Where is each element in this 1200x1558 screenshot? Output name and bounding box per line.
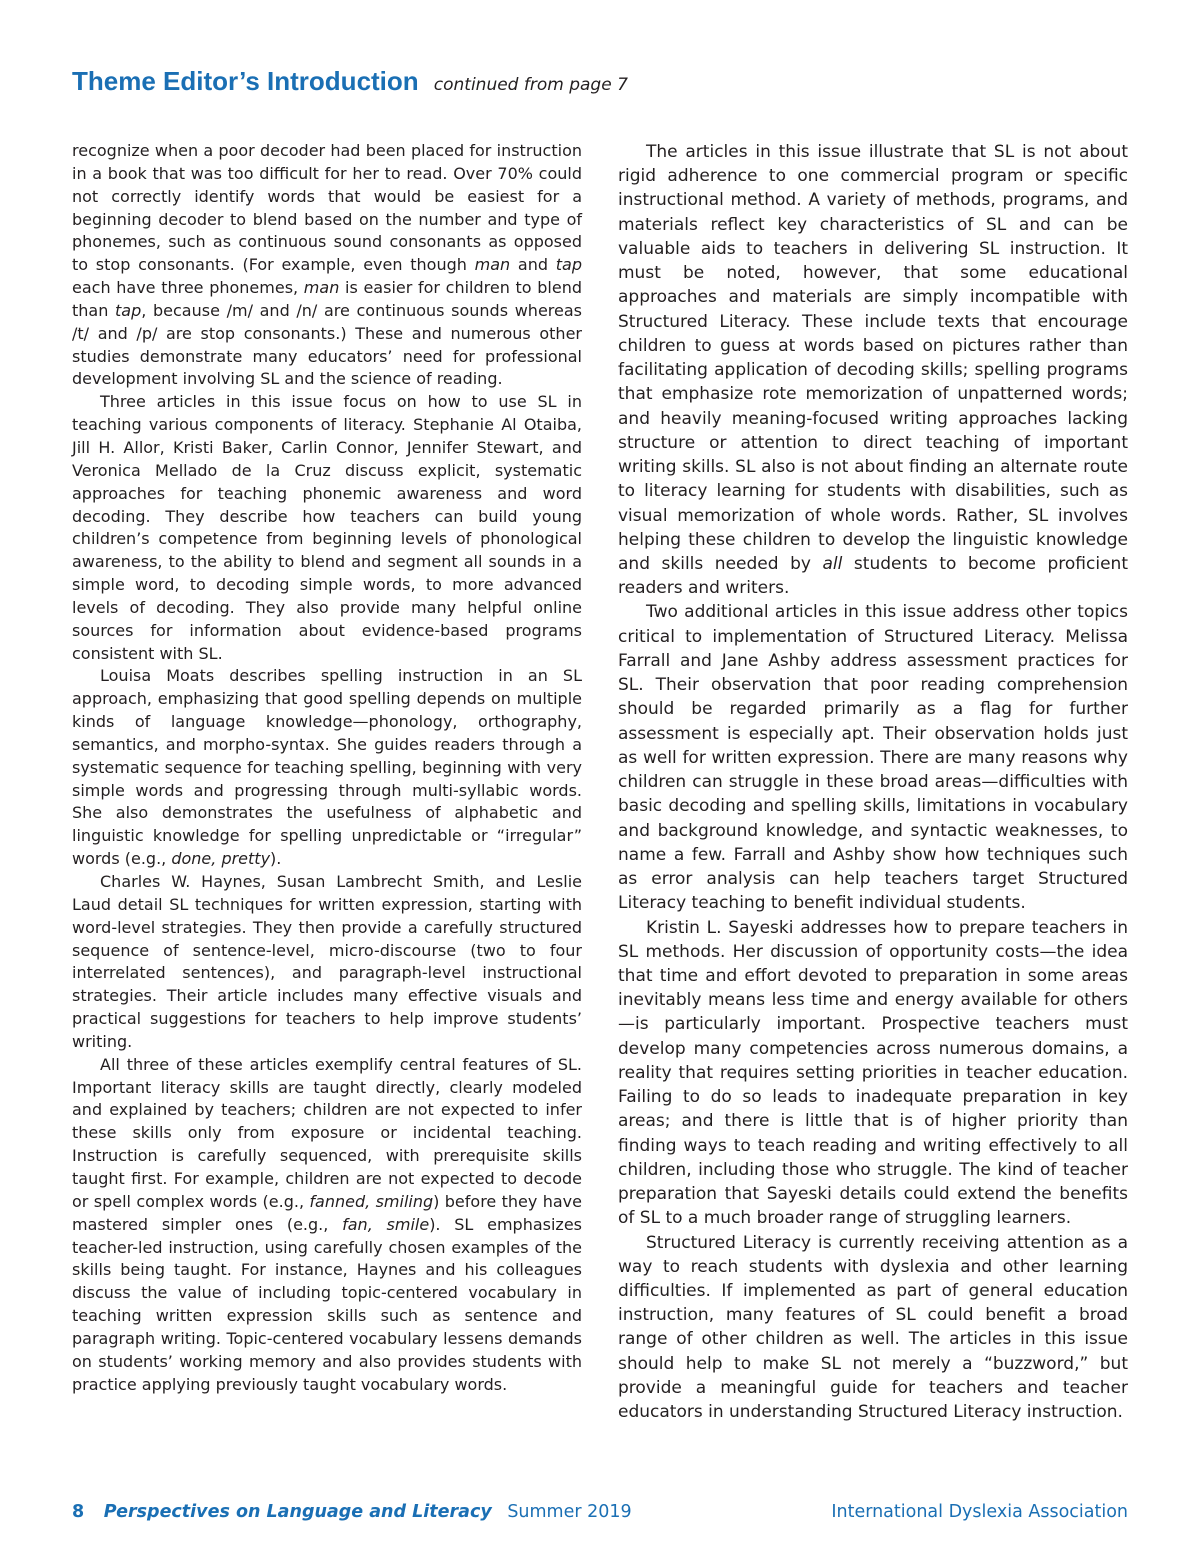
italic-text: man: [474, 255, 511, 275]
text-run: recognize when a poor decoder had been placed for instruction in a book that was too difficult for her to read. Over 70% could not correctly identify words that would be easiest for a beginning decoder to blend based on the number and type of phonemes, such as continuous sound consonants as opposed to stop consonants. (For example, even though: [72, 141, 582, 275]
text-run: ).: [270, 849, 282, 869]
text-run: All three of these articles exemplify central features of SL. Important literacy skills are taught directly, clearly modeled and explained by teachers; children are not expected to infer these skills only from exposure or incidental teaching. Instruction is carefully sequenced, with prerequisite skills taught first. For example, children are not expected to decode or spell complex words (e.g.,: [72, 1054, 582, 1211]
text-run: Structured Literacy is currently receiving attention as a way to reach students with dyslexia and other learning difficulties. If implemented as part of general education instruction, many features of SL could benefit a broad range of other children as well. The articles in this issue should help to make SL not merely a “buzzword,” but provide a meaningful guide for teachers and teacher educators in understanding Structured Literacy instruction.: [618, 1232, 1128, 1423]
paragraph: [72, 140, 582, 391]
italic-text: tap: [555, 255, 583, 275]
text-run: each have three phonemes,: [72, 278, 304, 298]
left-column: [72, 140, 582, 1396]
journal-title: Perspectives on Language and Literacy: [103, 1502, 492, 1522]
continued-note: continued from page 7: [433, 75, 628, 95]
paragraph: [72, 665, 582, 871]
organization-name: International Dyslexia Association: [831, 1502, 1128, 1522]
page-header: [72, 66, 628, 97]
paragraph: [618, 1231, 1128, 1425]
paragraph: [72, 1054, 582, 1397]
italic-text: fanned, smiling: [309, 1191, 434, 1211]
paragraph: [618, 916, 1128, 1231]
page-number: 8: [72, 1502, 85, 1522]
paragraph: [72, 871, 582, 1054]
text-run: Charles W. Haynes, Susan Lambrecht Smith, and Leslie Laud detail SL techniques for written expression, starting with word-level strategies. They then provide a carefully structured sequence of sentence-level, micro-discourse (two to four interrelated sentences), and paragraph-level instructional strategies. Their article includes many effective visuals and practical suggestions for teachers to help improve students’ writing.: [72, 872, 582, 1051]
text-run: Two additional articles in this issue address other topics critical to implementation of Structured Literacy. Melissa Farrall and Jane Ashby address assessment practices for SL. Their observation that poor reading comprehension should be regarded primarily as a flag for further assessment is especially apt. Their observation holds just as well for written expression. There are many reasons why children can struggle in these broad areas—difficulties with basic decoding and spelling skills, limitations in vocabulary and background knowledge, and syntactic weaknesses, to name a few. Farrall and Ashby show how techniques such as error analysis can help teachers target Structured Literacy teaching to benefit individual students.: [618, 602, 1128, 914]
text-run: Three articles in this issue focus on how to use SL in teaching various components of literacy. Stephanie Al Otaiba, Jill H. Allor, Kristi Baker, Carlin Connor, Jennifer Stewart, and Veronica Mellado de la Cruz discuss explicit, systematic approaches for teaching phonemic awareness and word decoding. They describe how teachers can build young children’s competence from beginning levels of phonological awareness, to the ability to blend and segment all sounds in a simple word, to decoding simple words, to more advanced levels of decoding. They also provide many helpful online sources for information about evidence-based programs consistent with SL.: [72, 392, 582, 663]
paragraph: [618, 600, 1128, 915]
section-title: Theme Editor’s Introduction: [72, 66, 419, 96]
text-run: and: [510, 255, 556, 275]
text-run: ). SL emphasizes teacher-led instruction, using carefully chosen examples of the skills being taught. For instance, Haynes and his colleagues discuss the value of including topic-centered vocabulary in teaching written expression skills such as sentence and paragraph writing. Topic-centered vocabulary lessens demands on students’ working memory and also provides students with practice applying previously taught vocabulary words.: [72, 1214, 582, 1394]
paragraph: [72, 391, 582, 665]
text-run: Louisa Moats describes spelling instruction in an SL approach, emphasizing that good spelling depends on multiple kinds of language knowledge—phonology, orthography, semantics, and morpho-syntax. She guides readers through a systematic sequence for teaching spelling, beginning with very simple words and progressing through multi-syllabic words. She also demonstrates the usefulness of alphabetic and linguistic knowledge for spelling unpredictable or “irregular” words (e.g.,: [72, 666, 582, 869]
issue-season: Summer 2019: [507, 1502, 632, 1522]
text-run: , because /m/ and /n/ are continuous sounds whereas /t/ and /p/ are stop consonants.) These and numerous other studies demonstrate many educators’ need for professional development involving SL and the science of reading.: [72, 300, 582, 389]
paragraph: [618, 140, 1128, 600]
italic-text: tap: [115, 300, 142, 320]
text-run: students to become proficient readers and writers.: [618, 553, 1128, 599]
page-footer: [72, 1502, 1128, 1522]
italic-text: fan, smile: [342, 1214, 430, 1234]
italic-text: man: [303, 278, 340, 298]
text-run: Kristin L. Sayeski addresses how to prepare teachers in SL methods. Her discussion of opportunity costs—the idea that time and effort devoted to preparation in some areas inevitably means less time and energy available for others—is particularly important. Prospective teachers must develop many competencies across numerous domains, a reality that requires setting priorities in teacher education. Failing to do so leads to inadequate preparation in key areas; and there is little that is of higher priority than finding ways to teach reading and writing effectively to all children, including those who struggle. The kind of teacher preparation that Sayeski details could extend the benefits of SL to a much broader range of struggling learners.: [618, 917, 1128, 1229]
text-run: is easier for children to blend than: [72, 278, 583, 320]
italic-text: all: [822, 553, 843, 574]
right-column: [618, 140, 1128, 1424]
text-run: The articles in this issue illustrate that SL is not about rigid adherence to one commercial program or specific instructional method. A variety of methods, programs, and materials reflect key characteristics of SL and can be valuable aids to teachers in delivering SL instruction. It must be noted, however, that some educational approaches and materials are simply incompatible with Structured Literacy. These include texts that encourage children to guess at words based on pictures rather than facilitating application of decoding skills; spelling programs that emphasize rote memorization of unpatterned words; and heavily meaning-focused writing approaches lacking structure or attention to direct teaching of important writing skills. SL also is not about finding an alternate route to literacy learning for students with disabilities, such as visual memorization of whole words. Rather, SL involves helping these children to develop the linguistic knowledge and skills needed by: [618, 142, 1128, 574]
text-run: ) before they have mastered simpler ones (e.g.,: [72, 1191, 582, 1234]
italic-text: done, pretty: [171, 849, 271, 869]
